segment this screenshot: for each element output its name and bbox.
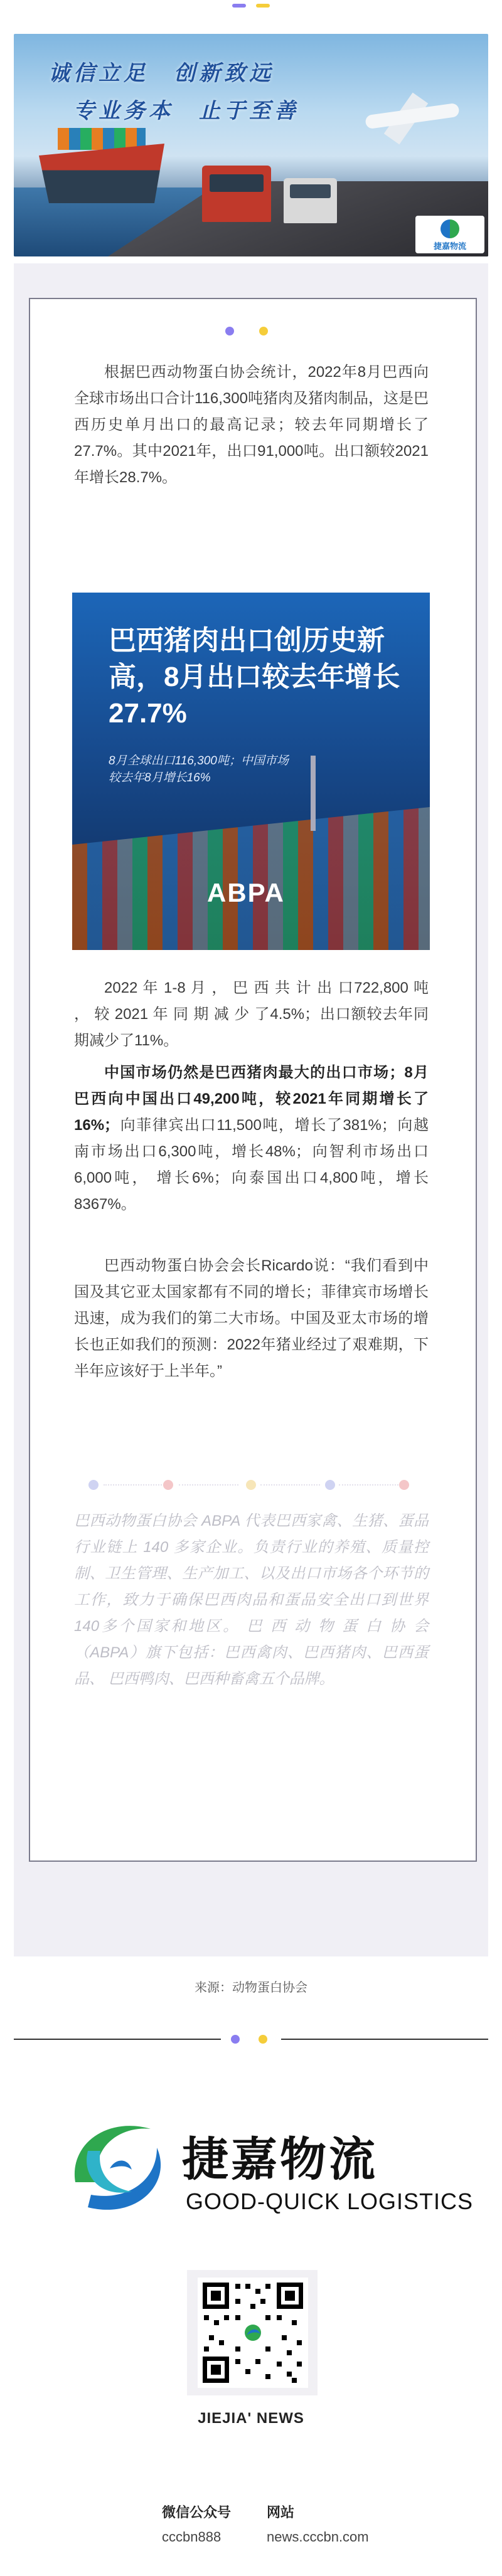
cargo-ship-graphic [39,144,164,203]
company-logo-icon [441,219,459,238]
paragraph-3-rest: 向菲律宾出口11,500吨，增长了381%；向越南市场出口6,300吨，增长48%；向智利市场出口6,000吨， 增长6%；向泰国出口4,800吨，增长8367%。 [74,1117,429,1213]
sep-line-4 [339,1484,398,1486]
paragraph-4: 巴西动物蛋白协会会长Ricardo说：“我们看到中国及其它亚太国家都有不同的增长；菲律宾市场增长迅速，成为我们的第二大市场。中国及亚太市场的增长也正如我们的预测：2022年猪业经过了艰难期，下半年应该好于上半年。” [74,1257,429,1380]
website-link[interactable]: news.cccbn.com [267,2529,369,2545]
qr-code-icon [198,2278,308,2388]
banner-logo-badge [415,216,484,253]
sep-dot-2 [163,1480,173,1490]
divider-right [281,2039,488,2040]
divider-dot-yellow [259,2035,267,2044]
paragraph-5: 巴西动物蛋白协会 ABPA 代表巴西家禽、生猪、蛋品行业链上 140 多家企业。负责行业的养殖、质量控制、卫生管理、生产加工、以及出口市场各个环节的工作，致力于确保巴西肉品和蛋品安全出口到世界140多个国家和地区。 巴 西 动 物 蛋 白 协 会（ABPA）旗下包括：巴西禽肉、巴西猪肉、巴西蛋品、 巴西鸭肉、巴西种畜禽五个品牌。 [74,1512,429,1687]
paragraph-1: 根据巴西动物蛋白协会统计，2022年8月巴西向全球市场出口合计116,300吨猪肉及猪肉制品，这是巴西历史单月出口的最高记录；较去年同期增长了27.7%。其中2021年，出口91,000吨。出口额较2021年增长28.7%。 [74,364,429,486]
abpa-logo: ABPA [207,878,285,907]
paragraph-3-bold: 中国市场仍然是巴西猪肉最大的出口市场；8月巴西向中国出口49,200吨，较2021年同期增长了16%； [74,1064,429,1134]
paragraph-2: 2022 年 1-8 月 ， 巴 西 共 计 出 口722,800 吨 ， 较 2021 年 同 期 减 少 了4.5%；出口额较去年同期减少了11%。 [74,979,429,1049]
wechat-label: 微信公众号 [162,2505,232,2520]
header-banner-image [14,34,488,256]
company-name-en: GOOD-QUICK LOGISTICS [186,2188,474,2214]
wechat-id[interactable]: cccbn888 [162,2529,222,2545]
divider-dot-purple [231,2035,240,2044]
red-truck-graphic [202,166,271,222]
sep-line-1 [104,1484,166,1486]
sep-line-3 [260,1484,320,1486]
site-label: 网站 [267,2505,295,2520]
banner-badge-text: 捷嘉物流 [433,241,466,251]
banner-slogan-1: 诚信立足 创新致远 [48,61,274,86]
promo-subtitle: 8月全球出口116,300吨；中国市场较去年8月增长16% [109,754,289,784]
banner-slogan-2: 专业务本 止于至善 [73,98,299,124]
sep-dot-4 [325,1480,335,1490]
top-dash-yellow [256,4,270,8]
company-name-cn: 捷嘉物流 [182,2133,378,2187]
news-title: JIEJIA' NEWS [198,2410,304,2427]
containers-graphic [58,128,146,150]
divider-left [14,2039,221,2040]
source-note: 来源：动物蛋白协会 [195,1981,307,1995]
sep-dot-1 [88,1480,99,1490]
crane-graphic [311,756,316,831]
top-dash-purple [232,4,246,8]
sep-line-2 [179,1484,238,1486]
sep-dot-5 [399,1480,409,1490]
paragraph-3 [74,1060,429,1218]
card-dot-yellow [259,327,268,335]
white-truck-graphic [284,178,337,223]
promo-image [72,593,430,950]
company-logo-icon [63,2113,173,2220]
card-dot-purple [225,327,234,335]
promo-headline: 巴西猪肉出口创历史新高，8月出口较去年增长27.7% [109,625,400,729]
container-stack-graphic [72,800,430,950]
sep-dot-3 [246,1480,256,1490]
